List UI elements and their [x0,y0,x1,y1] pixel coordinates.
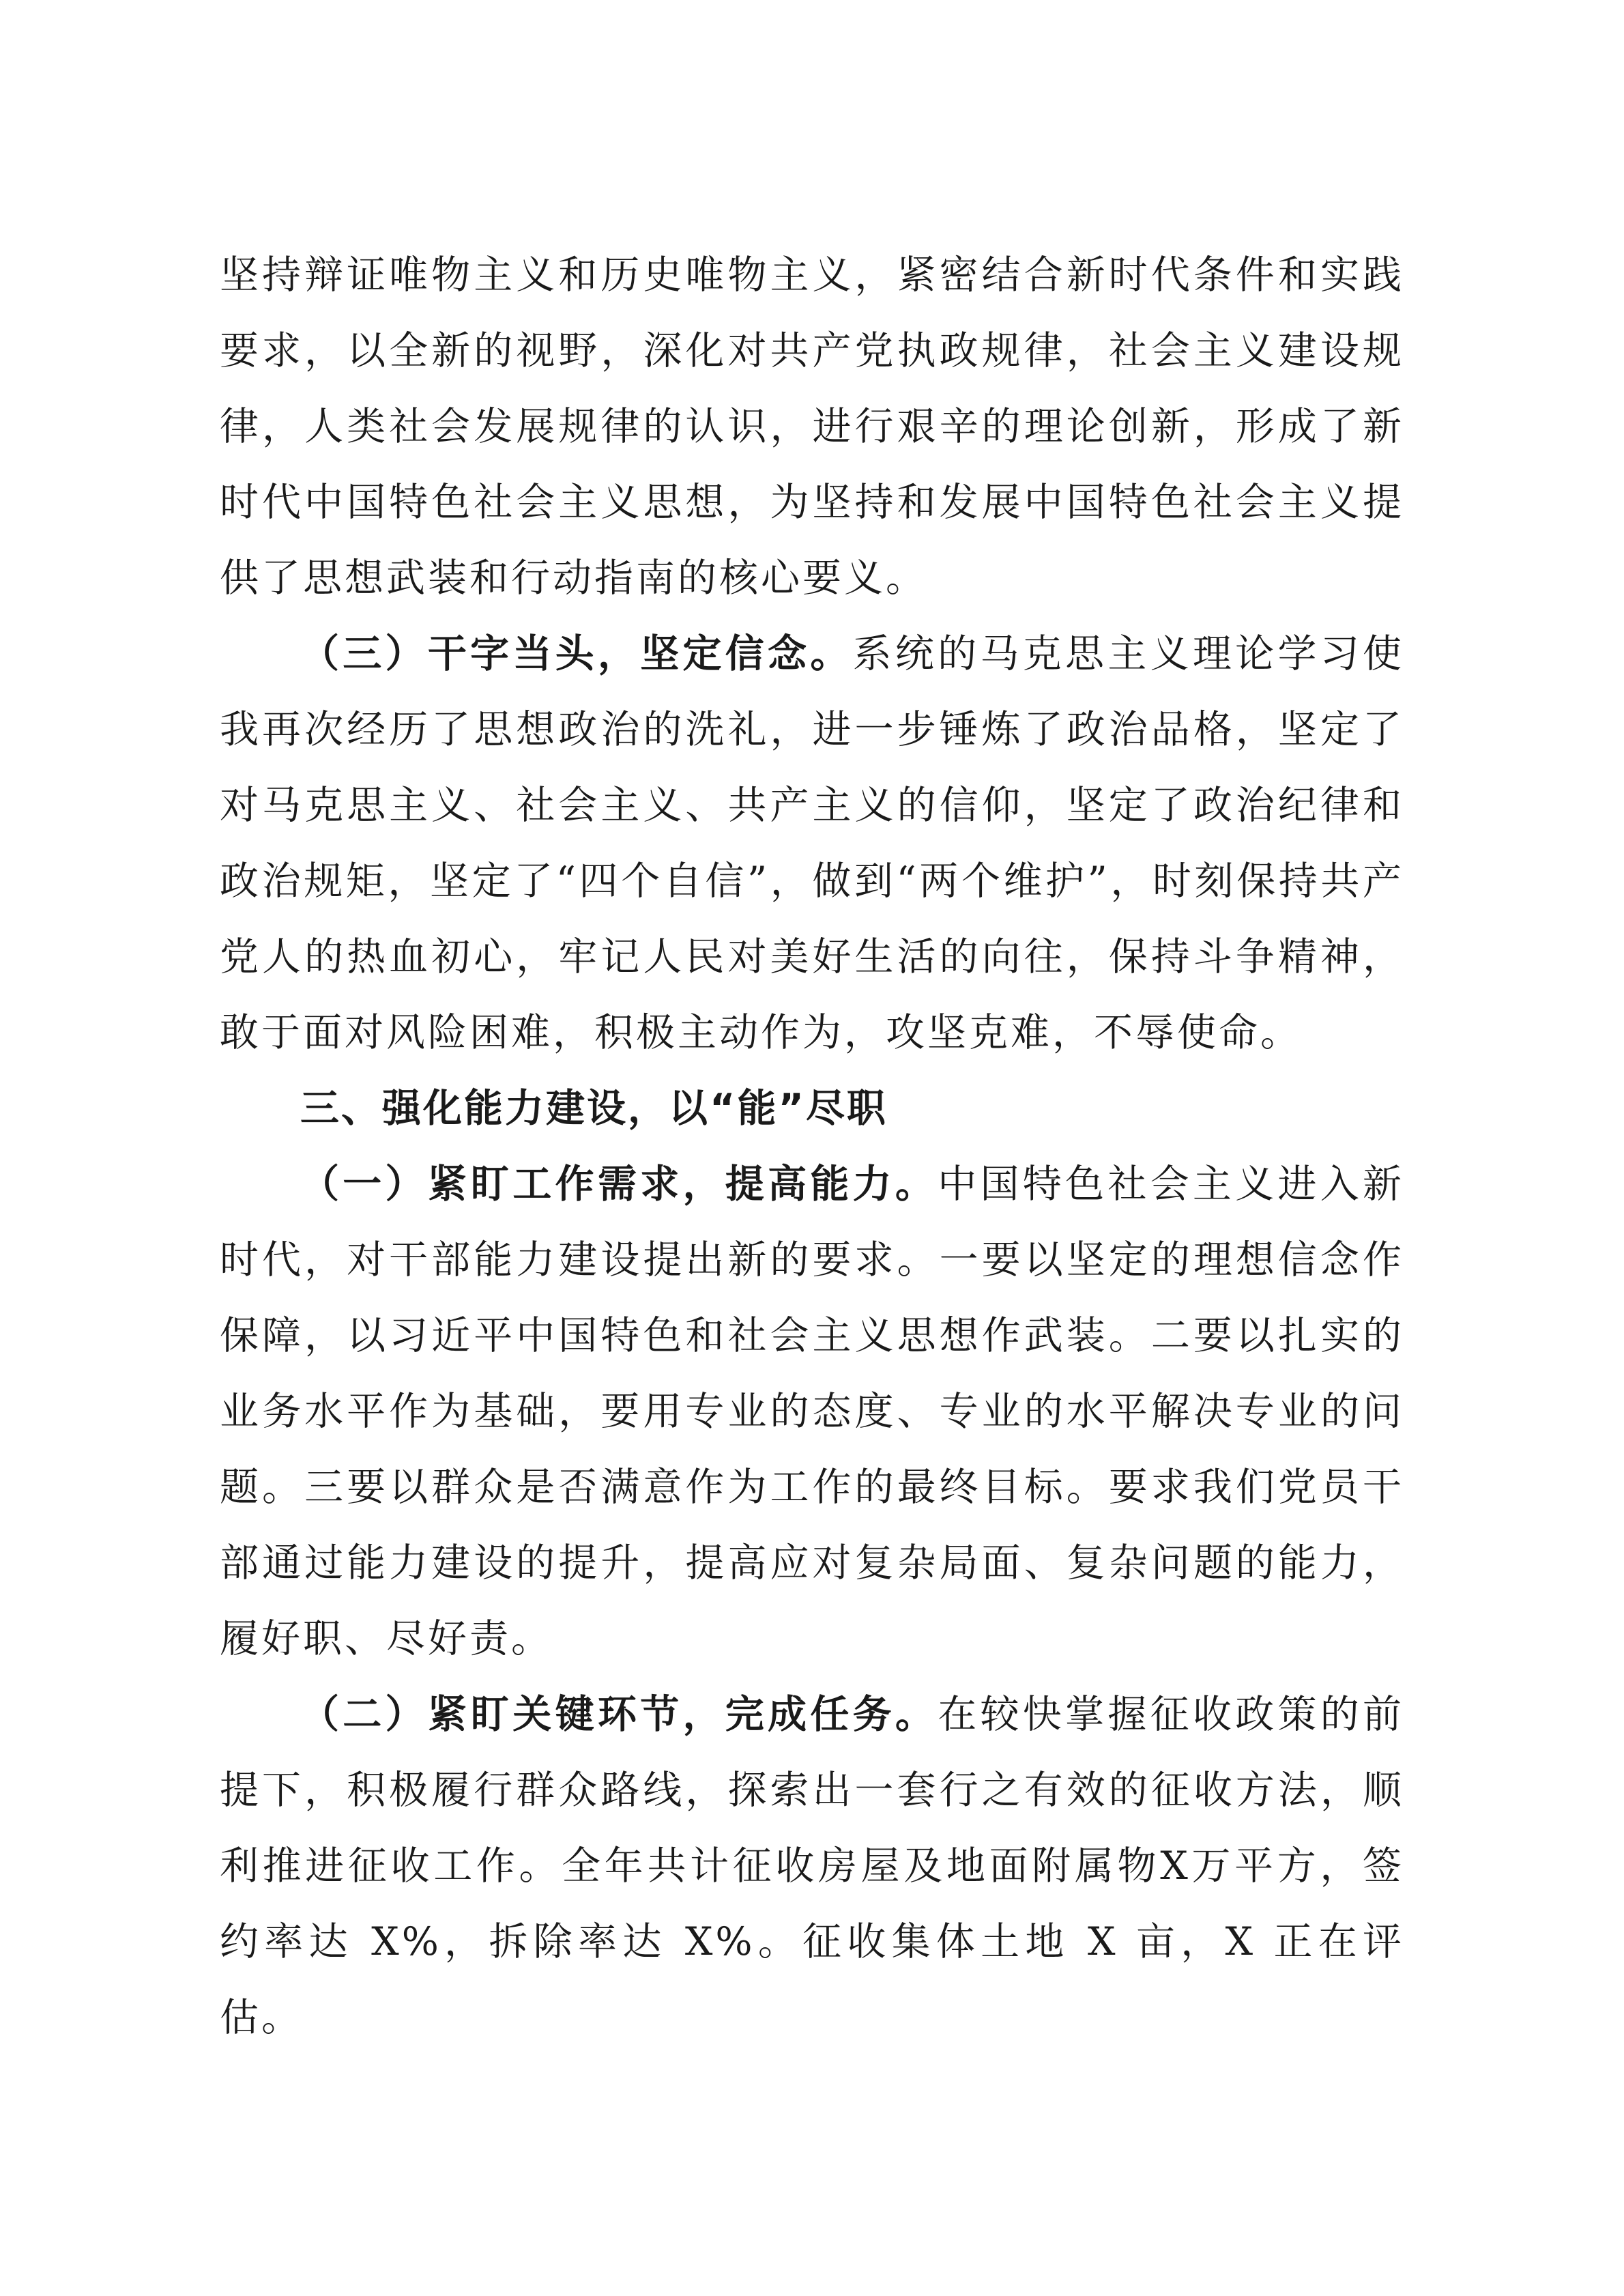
paragraph-body: 系统的马克思主义理论学习使我再次经历了思想政治的洗礼，进一步锤炼了政治品格，坚定了对马克思主义、社会主义、共产主义的信仰，坚定了政治纪律和政治规矩，坚定了“四个自信”，做到“两个维护”，时刻保持共产党人的热血初心，牢记人民对美好生活的向往，保持斗争精神，敢于面对风险困难，积极主动作为，攻坚克难，不辱使命。 [220,631,1404,1055]
paragraph-body: 在较快掌握征收政策的前提下，积极履行群众路线，探索出一套行之有效的征收方法，顺利推进征收工作。全年共计征收房屋及地面附属物X万平方，签约率达 X%，拆除率达 X%。征收集体土地 X 亩，X 正在评估。 [220,1692,1405,2040]
paragraph-body: 中国特色社会主义进入新时代，对干部能力建设提出新的要求。一要以坚定的理想信念作保障，以习近平中国特色和社会主义思想作武装。二要以扎实的业务水平作为基础，要用专业的态度、专业的水平解决专业的问题。三要以群众是否满意作为工作的最终目标。要求我们党员干部通过能力建设的提升，提高应对复杂局面、复杂问题的能力，履好职、尽好责。 [220,1162,1405,1661]
paragraph-section-3-1 [220,1147,1404,1677]
subsection-title: （一）紧盯工作需求，提高能力。 [300,1162,938,1207]
subsection-title: （二）紧盯关键环节，完成任务。 [300,1692,938,1737]
paragraph-section-3-2 [220,1677,1404,2056]
document-page [220,238,1404,2056]
section-heading: 三、强化能力建设，以“能”尽职 [300,1086,888,1131]
paragraph-intro: 坚持辩证唯物主义和历史唯物主义，紧密结合新时代条件和实践要求，以全新的视野，深化对共产党执政规律，社会主义建设规律，人类社会发展规律的认识，进行艰辛的理论创新，形成了新时代中国特色社会主义思想，为坚持和发展中国特色社会主义提供了思想武装和行动指南的核心要义。 [220,253,1404,601]
subsection-title: （三）干字当头，坚定信念。 [300,631,853,676]
paragraph-section-2-3 [220,616,1404,1071]
